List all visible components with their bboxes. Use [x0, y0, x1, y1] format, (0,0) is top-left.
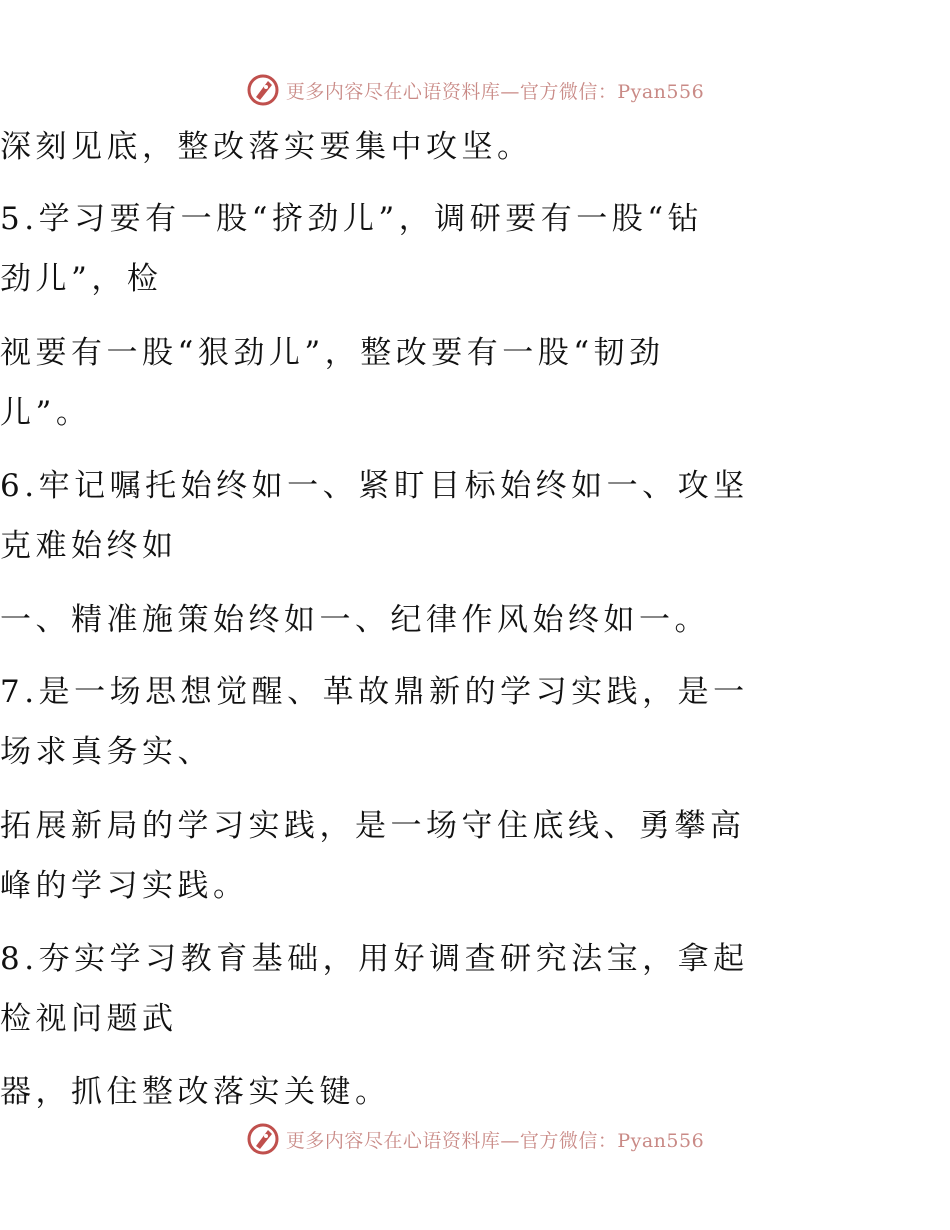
text-line: 视要有一股“狠劲儿”，整改要有一股“韧劲 — [0, 335, 665, 371]
text-line: 峰的学习实践。 — [0, 868, 249, 904]
text-line: 检视问题武 — [0, 1001, 178, 1037]
text-line: 儿”。 — [0, 395, 92, 431]
text-line: 劲儿”，检 — [0, 261, 163, 297]
watermark-text: 更多内容尽在心语资料库—官方微信：Pyan556 — [285, 80, 705, 103]
text-line: 7.是一场思想觉醒、革故鼎新的学习实践，是一 — [0, 674, 749, 710]
text-line: 场求真务实、 — [0, 734, 213, 770]
watermark-text: 更多内容尽在心语资料库—官方微信：Pyan556 — [285, 1129, 705, 1152]
footer-watermark — [0, 1119, 950, 1159]
text-line: 8.夯实学习教育基础，用好调查研究法宝，拿起 — [0, 941, 749, 977]
text-line: 克难始终如 — [0, 528, 178, 564]
text-line: 6.牢记嘱托始终如一、紧盯目标始终如一、攻坚 — [0, 468, 749, 504]
text-line: 深刻见底，整改落实要集中攻坚。 — [0, 129, 533, 165]
text-line: 器，抓住整改落实关键。 — [0, 1074, 391, 1110]
pen-nib-icon — [246, 1122, 280, 1156]
text-line: 5.学习要有一股“挤劲儿”，调研要有一股“钻 — [0, 201, 704, 237]
text-line: 拓展新局的学习实践，是一场守住底线、勇攀高 — [0, 808, 746, 844]
text-line: 一、精准施策始终如一、纪律作风始终如一。 — [0, 602, 710, 638]
